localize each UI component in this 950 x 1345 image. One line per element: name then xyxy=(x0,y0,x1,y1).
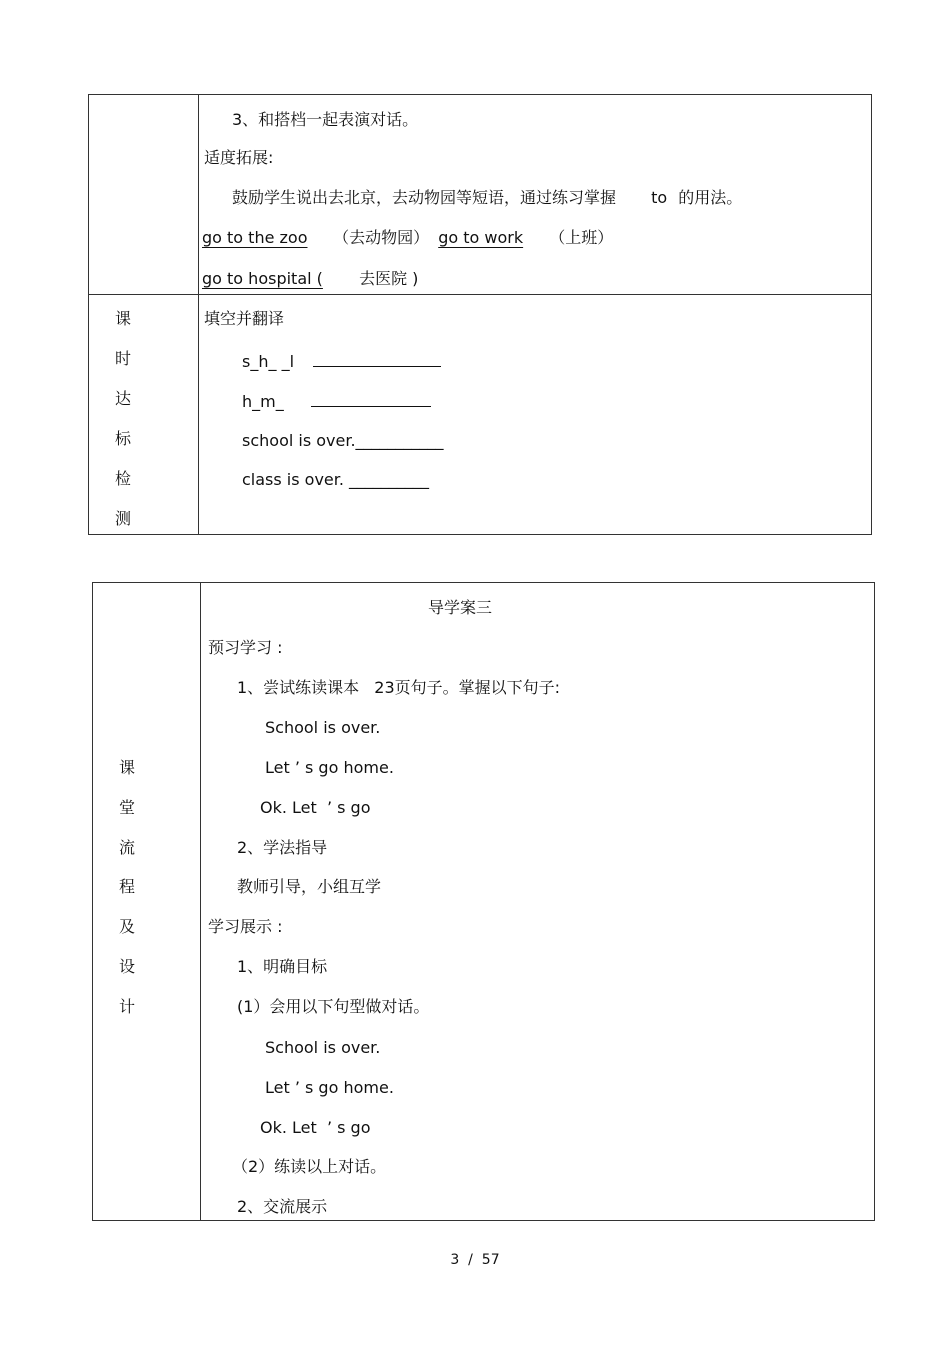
preview-item-1 xyxy=(237,678,560,698)
phrase-go-to-work: go to work xyxy=(438,228,524,247)
preview-item-1-rest: 页句子。掌握以下句子: xyxy=(394,678,561,697)
phrase-go-to-zoo-cn: （去动物园） xyxy=(333,228,430,247)
phrase-go-to-hospital-cn: 去医院 ) xyxy=(359,269,419,288)
blank-line xyxy=(311,390,431,407)
sentence-4: School is over. xyxy=(265,1038,381,1057)
exercise-3: school is over.___________ xyxy=(242,431,444,450)
exercise-2-text: h_m_ xyxy=(242,392,284,411)
exercise-4: class is over. __________ xyxy=(242,470,430,489)
left-char: 课 xyxy=(118,758,135,777)
sentence-3: Ok. Let ’ s go xyxy=(260,798,371,817)
preview-item-1-text: 1、尝试练读课本 xyxy=(237,678,360,697)
left-char: 测 xyxy=(114,509,131,528)
column-divider xyxy=(198,95,199,534)
preview-item-2: 2、学法指导 xyxy=(237,838,328,857)
preview-item-1-num: 23 xyxy=(374,678,395,697)
left-char: 堂 xyxy=(118,798,135,817)
exercise-title: 填空并翻译 xyxy=(204,309,285,328)
page-number: 3 / 57 xyxy=(450,1252,500,1268)
goal-1: (1）会用以下句型做对话。 xyxy=(237,997,430,1016)
exchange-title: 2、交流展示 xyxy=(237,1197,328,1216)
left-char: 达 xyxy=(114,389,131,408)
line3-to: to xyxy=(651,188,668,207)
exercise-1 xyxy=(242,350,441,372)
left-char: 标 xyxy=(114,429,131,448)
phrase-row-1 xyxy=(202,228,613,248)
goal-title: 1、明确目标 xyxy=(237,957,328,976)
phrase-go-to-zoo: go to the zoo xyxy=(202,228,308,247)
phrase-go-to-hospital: go to hospital ( xyxy=(202,269,323,288)
sentence-1: School is over. xyxy=(265,718,381,737)
table1-line1: 3、和搭档一起表演对话。 xyxy=(232,110,419,129)
exercise-2 xyxy=(242,390,431,412)
left-char: 课 xyxy=(114,309,131,328)
phrase-row-2 xyxy=(202,269,418,289)
show-label: 学习展示 : xyxy=(208,917,283,936)
left-char: 计 xyxy=(118,997,135,1016)
row-divider xyxy=(89,294,871,295)
sentence-6: Ok. Let ’ s go xyxy=(260,1118,371,1137)
preview-label: 预习学习 : xyxy=(208,638,283,657)
table2-title: 导学案三 xyxy=(428,598,493,617)
left-char: 时 xyxy=(114,349,131,368)
exercise-1-text: s_h_ _l xyxy=(242,352,295,371)
left-char: 程 xyxy=(118,877,135,896)
line3-text: 鼓励学生说出去北京，去动物园等短语，通过练习掌握 xyxy=(232,188,617,207)
blank-line xyxy=(313,350,441,367)
left-char: 流 xyxy=(118,838,135,857)
table1-line3 xyxy=(232,188,742,208)
sentence-5: Let ’ s go home. xyxy=(265,1078,394,1097)
sentence-2: Let ’ s go home. xyxy=(265,758,394,777)
goal-2: （2）练读以上对话。 xyxy=(232,1157,387,1176)
left-char: 设 xyxy=(118,957,135,976)
phrase-go-to-work-cn: （上班） xyxy=(549,228,614,247)
left-char: 及 xyxy=(118,917,135,936)
line3-end: 的用法。 xyxy=(678,188,743,207)
preview-item-2-detail: 教师引导，小组互学 xyxy=(237,877,382,896)
left-char: 检 xyxy=(114,469,131,488)
column-divider xyxy=(200,583,201,1220)
table1-line2: 适度拓展: xyxy=(204,148,274,167)
